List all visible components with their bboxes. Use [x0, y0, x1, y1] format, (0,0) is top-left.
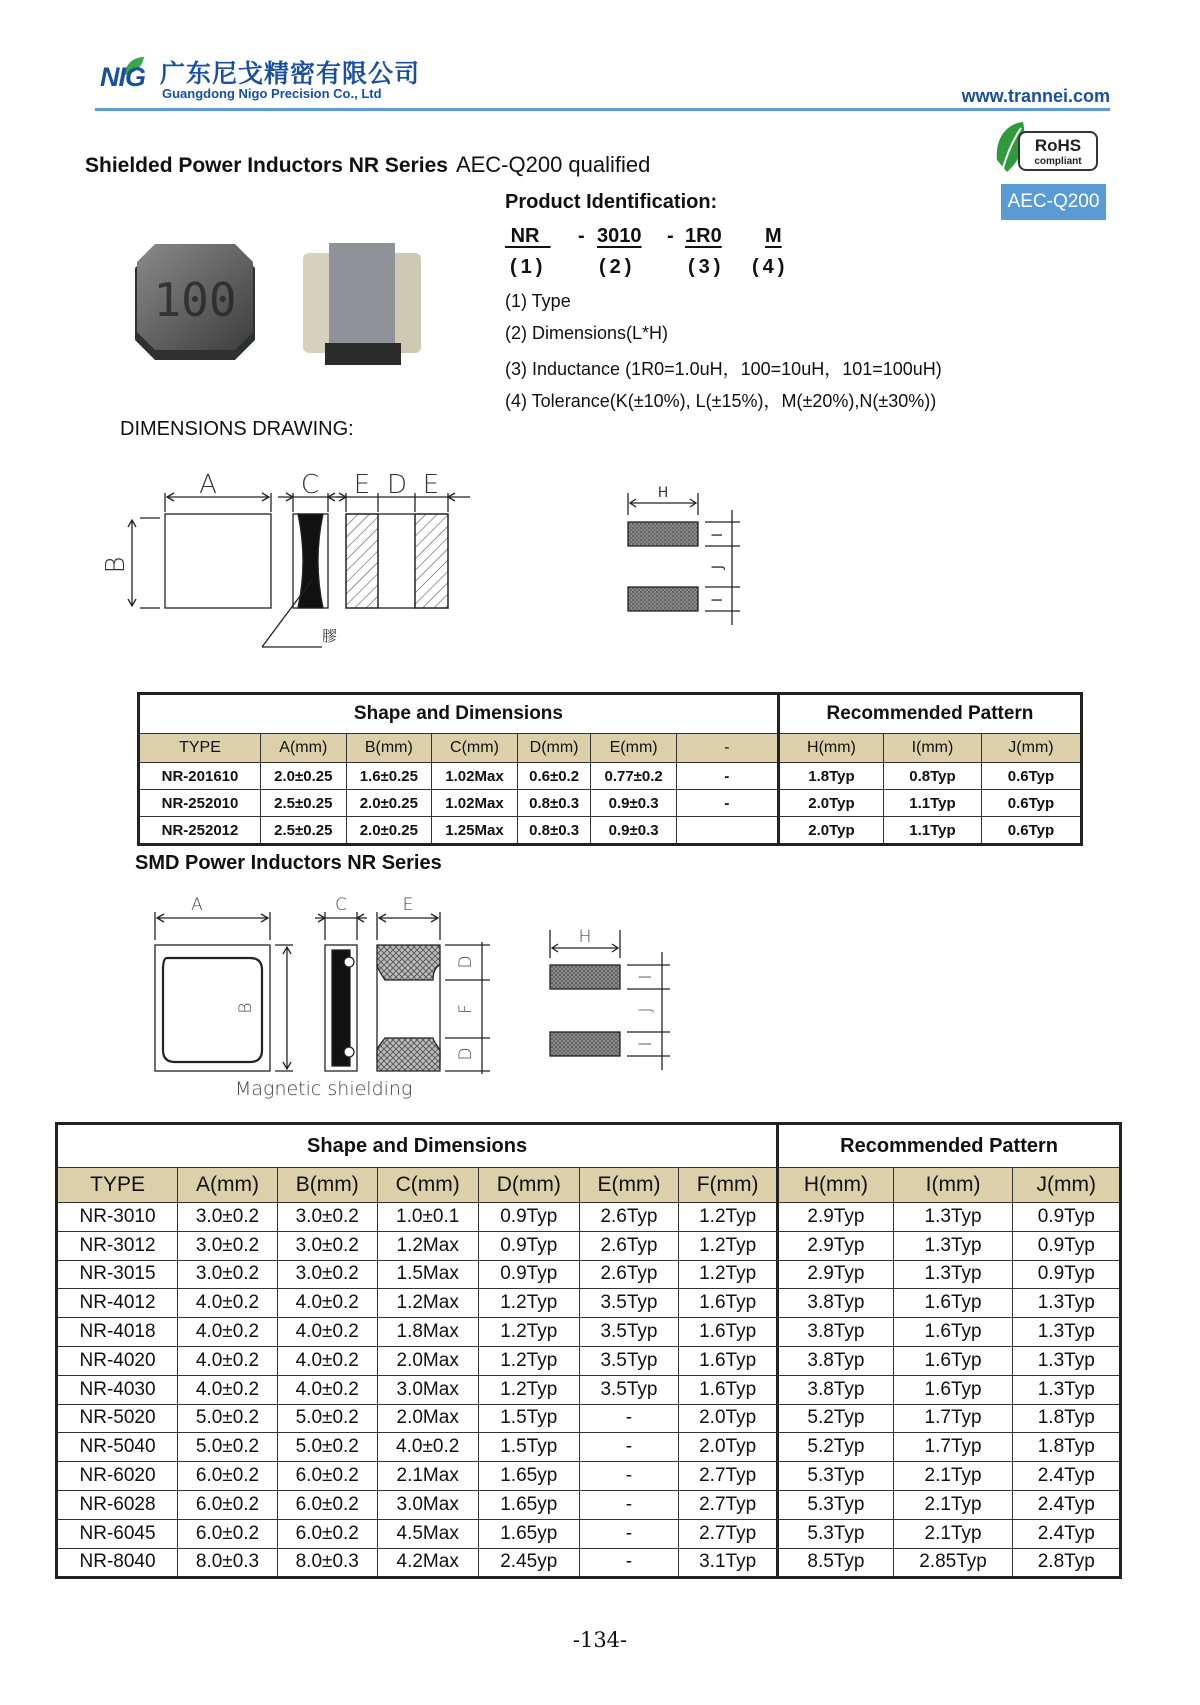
code-type: NR — [510, 225, 540, 247]
dim2-label-f: F — [456, 1004, 476, 1014]
dim2-label-i: I — [636, 1041, 656, 1047]
table-cell: 0.9Typ — [1013, 1203, 1121, 1232]
code-number: (2) — [599, 256, 636, 278]
dim-label-e: E — [353, 470, 371, 500]
table-cell: 5.0±0.2 — [178, 1433, 278, 1462]
column-header: F(mm) — [679, 1168, 778, 1203]
table-cell: 2.5±0.25 — [261, 790, 347, 817]
dim2-label-a: A — [191, 895, 203, 915]
table-cell: 1.5Max — [377, 1260, 478, 1289]
table-cell: 1.65yp — [478, 1490, 579, 1519]
smd-section-title: SMD Power Inductors NR Series — [135, 852, 442, 874]
table-row — [57, 1231, 1121, 1260]
table-cell: NR-3010 — [57, 1203, 178, 1232]
table-row — [57, 1203, 1121, 1232]
table-row — [57, 1346, 1121, 1375]
table-cell: 6.0±0.2 — [277, 1519, 377, 1548]
dimensions-drawing-title: DIMENSIONS DRAWING: — [120, 418, 354, 440]
table-row — [139, 817, 1082, 845]
table-row — [57, 1375, 1121, 1404]
table-cell: 4.0±0.2 — [377, 1433, 478, 1462]
rohs-badge — [993, 120, 1101, 176]
page-number: -134- — [572, 1628, 628, 1652]
column-header: J(mm) — [981, 734, 1081, 763]
column-header: D(mm) — [478, 1168, 579, 1203]
table-cell: NR-4012 — [57, 1289, 178, 1318]
table-cell: 1.25Max — [432, 817, 518, 845]
product-photo-side — [295, 243, 430, 368]
table-cell: 2.1Typ — [893, 1519, 1013, 1548]
column-header: I(mm) — [893, 1168, 1013, 1203]
table-cell: 3.8Typ — [778, 1318, 894, 1347]
table-cell: 0.9Typ — [1013, 1260, 1121, 1289]
table-cell: 5.3Typ — [778, 1490, 894, 1519]
table-cell: NR-3015 — [57, 1260, 178, 1289]
product-identification-title: Product Identification: — [505, 191, 718, 213]
code-dimensions: 3010 — [597, 225, 642, 247]
table-cell: 4.0±0.2 — [277, 1346, 377, 1375]
table-row — [57, 1289, 1121, 1318]
table-cell: 1.6Typ — [893, 1375, 1013, 1404]
table-cell: 1.6Typ — [679, 1318, 778, 1347]
table-cell: 0.6Typ — [981, 763, 1081, 790]
table-cell: 2.4Typ — [1013, 1462, 1121, 1491]
column-header: H(mm) — [778, 1168, 894, 1203]
product-photo-top — [125, 240, 265, 365]
table-cell: 2.1Typ — [893, 1490, 1013, 1519]
table-cell: 0.8±0.3 — [517, 817, 591, 845]
table-cell: - — [579, 1404, 678, 1433]
table-cell: 3.5Typ — [579, 1346, 678, 1375]
table-cell: - — [579, 1490, 678, 1519]
table-cell: 2.9Typ — [778, 1231, 894, 1260]
dim2-label-c: C — [335, 895, 347, 915]
table-cell: 1.1Typ — [884, 790, 982, 817]
table-cell: 1.3Typ — [893, 1203, 1013, 1232]
website-link[interactable]: www.trannei.com — [961, 86, 1110, 106]
column-header: H(mm) — [778, 734, 883, 763]
column-header: C(mm) — [432, 734, 518, 763]
inductor-marking: 100 — [153, 273, 237, 327]
dim2-label-d: D — [456, 1047, 476, 1061]
table-cell: 0.9Typ — [478, 1203, 579, 1232]
table-cell: 0.6Typ — [981, 790, 1081, 817]
table-cell: - — [579, 1548, 678, 1578]
table-cell: 3.0±0.2 — [178, 1260, 278, 1289]
table-cell: 3.0Max — [377, 1490, 478, 1519]
table-cell: NR-4030 — [57, 1375, 178, 1404]
code-number: (3) — [688, 256, 725, 278]
table-cell: 1.3Typ — [893, 1231, 1013, 1260]
rohs-sublabel: compliant — [1034, 156, 1082, 167]
table-cell: NR-5020 — [57, 1404, 178, 1433]
dim2-label-h: H — [578, 927, 592, 947]
table-row — [57, 1404, 1121, 1433]
table-cell: 0.8±0.3 — [517, 790, 591, 817]
table-cell: 5.3Typ — [778, 1519, 894, 1548]
dimensions-table-small — [137, 692, 1083, 846]
table-cell: 4.2Max — [377, 1548, 478, 1578]
dim-label-c: C — [300, 470, 320, 500]
table-cell: 3.5Typ — [579, 1375, 678, 1404]
table-cell: 2.6Typ — [579, 1203, 678, 1232]
table-cell: 1.2Typ — [478, 1318, 579, 1347]
table-cell: 3.8Typ — [778, 1346, 894, 1375]
table-cell: 2.4Typ — [1013, 1490, 1121, 1519]
table-cell: 1.6Typ — [893, 1346, 1013, 1375]
table-cell: 2.0Typ — [679, 1404, 778, 1433]
table-cell: 4.0±0.2 — [277, 1289, 377, 1318]
company-name-en: Guangdong Nigo Precision Co., Ltd — [162, 86, 382, 101]
table-group-shape: Shape and Dimensions — [139, 694, 779, 734]
table-cell: 4.0±0.2 — [178, 1346, 278, 1375]
table-cell: NR-6045 — [57, 1519, 178, 1548]
table-cell: 2.7Typ — [679, 1462, 778, 1491]
table-cell: 1.65yp — [478, 1519, 579, 1548]
table-cell: 2.0Max — [377, 1404, 478, 1433]
table-cell: 2.5±0.25 — [261, 817, 347, 845]
dim-label-j: J — [710, 564, 726, 570]
table-cell: 0.6Typ — [981, 817, 1081, 845]
dim2-label-d: D — [456, 955, 476, 969]
table-cell: 1.3Typ — [1013, 1318, 1121, 1347]
table-cell: 2.45yp — [478, 1548, 579, 1578]
table-cell: 3.8Typ — [778, 1289, 894, 1318]
table-row — [139, 790, 1082, 817]
table-cell: NR-6020 — [57, 1462, 178, 1491]
table-cell: 4.0±0.2 — [277, 1375, 377, 1404]
table-cell: 4.0±0.2 — [178, 1289, 278, 1318]
code-tolerance: M — [765, 225, 782, 247]
rohs-label: RoHS — [1034, 136, 1082, 155]
column-header: D(mm) — [517, 734, 591, 763]
table-row — [57, 1462, 1121, 1491]
table-row — [57, 1318, 1121, 1347]
table-cell: 2.1Max — [377, 1462, 478, 1491]
table-cell: 1.3Typ — [1013, 1346, 1121, 1375]
column-header: I(mm) — [884, 734, 982, 763]
table-cell: 5.0±0.2 — [178, 1404, 278, 1433]
table-cell: 1.2Typ — [478, 1289, 579, 1318]
table-cell: 8.0±0.3 — [178, 1548, 278, 1578]
magnetic-shielding-label: Magnetic shielding — [235, 1078, 413, 1100]
table-cell: 1.8Max — [377, 1318, 478, 1347]
aec-q200-badge: AEC-Q200 — [1001, 184, 1106, 220]
definition-dimensions: (2) Dimensions(L*H) — [505, 323, 669, 343]
definition-tolerance: (4) Tolerance(K(±10%), L(±15%)，M(±20%),N(±30%)) — [505, 391, 937, 411]
table-cell: NR-4020 — [57, 1346, 178, 1375]
table-cell: 1.6Typ — [679, 1289, 778, 1318]
table-cell: 1.5Typ — [478, 1433, 579, 1462]
table-cell: 1.2Typ — [679, 1203, 778, 1232]
table-cell: 1.6Typ — [893, 1289, 1013, 1318]
company-name-cn: 广东尼戈精密有限公司 — [160, 59, 421, 88]
table-cell: 6.0±0.2 — [178, 1519, 278, 1548]
table-header-row — [139, 734, 1082, 763]
definition-inductance: (3) Inductance (1R0=1.0uH，100=10uH，101=100uH) — [505, 359, 942, 379]
table-cell: 2.0Typ — [679, 1433, 778, 1462]
table-cell: 1.6±0.25 — [346, 763, 432, 790]
table-cell: 1.8Typ — [1013, 1433, 1121, 1462]
table-row — [57, 1548, 1121, 1578]
dim-label-i: I — [710, 597, 726, 603]
table-cell: 2.85Typ — [893, 1548, 1013, 1578]
table-cell: 1.6Typ — [893, 1318, 1013, 1347]
table-cell: NR-4018 — [57, 1318, 178, 1347]
table-cell: 5.0±0.2 — [277, 1404, 377, 1433]
dim-label-e: E — [422, 470, 440, 500]
table-cell: 2.9Typ — [778, 1260, 894, 1289]
table-cell: 3.0±0.2 — [178, 1231, 278, 1260]
table-cell: 1.6Typ — [679, 1346, 778, 1375]
code-separator: - — [578, 225, 585, 247]
table-cell: 3.0±0.2 — [178, 1203, 278, 1232]
table-cell: 1.3Typ — [1013, 1289, 1121, 1318]
table-cell: 1.3Typ — [893, 1260, 1013, 1289]
table-cell: 6.0±0.2 — [277, 1490, 377, 1519]
table-cell: 5.3Typ — [778, 1462, 894, 1491]
table-cell: 1.0±0.1 — [377, 1203, 478, 1232]
table-cell: 3.0±0.2 — [277, 1203, 377, 1232]
table-cell: 0.9Typ — [478, 1260, 579, 1289]
table-cell: 3.0Max — [377, 1375, 478, 1404]
table-cell: 0.9±0.3 — [591, 790, 677, 817]
column-header: J(mm) — [1013, 1168, 1121, 1203]
table-cell: 2.0Typ — [778, 817, 883, 845]
table-cell — [676, 817, 778, 845]
table-row — [57, 1490, 1121, 1519]
table-cell: 5.2Typ — [778, 1433, 894, 1462]
table-cell: 1.6Typ — [679, 1375, 778, 1404]
table-cell: 1.2Typ — [478, 1346, 579, 1375]
table-cell: 1.02Max — [432, 790, 518, 817]
table-cell: 2.9Typ — [778, 1203, 894, 1232]
dim2-label-e: E — [402, 895, 414, 915]
table-cell: 2.7Typ — [679, 1490, 778, 1519]
table-cell: 0.9±0.3 — [591, 817, 677, 845]
table-cell: 1.2Max — [377, 1289, 478, 1318]
table-cell: - — [676, 763, 778, 790]
table-cell: 3.1Typ — [679, 1548, 778, 1578]
glue-label: 膠 — [322, 627, 338, 645]
table-cell: NR-6028 — [57, 1490, 178, 1519]
column-header: TYPE — [57, 1168, 178, 1203]
column-header: E(mm) — [579, 1168, 678, 1203]
dimensions-drawing-1 — [100, 455, 740, 665]
column-header: - — [676, 734, 778, 763]
table-cell: 1.65yp — [478, 1462, 579, 1491]
table-cell: 2.6Typ — [579, 1231, 678, 1260]
column-header: B(mm) — [277, 1168, 377, 1203]
table-cell: 4.0±0.2 — [277, 1318, 377, 1347]
table-cell: 2.0Max — [377, 1346, 478, 1375]
table-cell: 1.8Typ — [1013, 1404, 1121, 1433]
table-cell: 1.2Typ — [478, 1375, 579, 1404]
table-cell: NR-8040 — [57, 1548, 178, 1578]
code-separator: - — [667, 225, 674, 247]
table-row — [57, 1260, 1121, 1289]
header-divider — [95, 108, 1110, 111]
column-header: B(mm) — [346, 734, 432, 763]
table-cell: 3.0±0.2 — [277, 1260, 377, 1289]
table-group-shape: Shape and Dimensions — [57, 1124, 778, 1168]
table-cell: 1.7Typ — [893, 1433, 1013, 1462]
table-cell: 3.0±0.2 — [277, 1231, 377, 1260]
dim-label-b: B — [101, 556, 131, 574]
dim2-label-i: I — [636, 974, 656, 980]
company-logo: NIG — [100, 62, 146, 92]
table-cell: 1.1Typ — [884, 817, 982, 845]
table-cell: 2.6Typ — [579, 1260, 678, 1289]
dim-label-d: D — [386, 470, 408, 500]
table-cell: NR-252010 — [139, 790, 261, 817]
table-cell: 6.0±0.2 — [178, 1490, 278, 1519]
table-cell: 2.4Typ — [1013, 1519, 1121, 1548]
column-header: A(mm) — [178, 1168, 278, 1203]
table-cell: NR-5040 — [57, 1433, 178, 1462]
table-cell: 6.0±0.2 — [178, 1462, 278, 1491]
table-cell: 8.5Typ — [778, 1548, 894, 1578]
dimensions-table-main — [55, 1122, 1122, 1579]
table-cell: 5.2Typ — [778, 1404, 894, 1433]
table-cell: NR-3012 — [57, 1231, 178, 1260]
table-header-row — [57, 1168, 1121, 1203]
table-cell: 1.2Max — [377, 1231, 478, 1260]
table-cell: 1.8Typ — [778, 763, 883, 790]
table-cell: 1.5Typ — [478, 1404, 579, 1433]
table-row — [139, 763, 1082, 790]
column-header: C(mm) — [377, 1168, 478, 1203]
code-inductance: 1R0 — [685, 225, 722, 247]
table-cell: 4.0±0.2 — [178, 1318, 278, 1347]
table-cell: 5.0±0.2 — [277, 1433, 377, 1462]
table-row — [57, 1519, 1121, 1548]
table-cell: 2.0±0.25 — [346, 817, 432, 845]
table-cell: NR-252012 — [139, 817, 261, 845]
table-cell: 2.8Typ — [1013, 1548, 1121, 1578]
dim-label-h: H — [657, 485, 669, 501]
table-cell: 4.0±0.2 — [178, 1375, 278, 1404]
table-cell: NR-201610 — [139, 763, 261, 790]
table-cell: 8.0±0.3 — [277, 1548, 377, 1578]
table-cell: 2.1Typ — [893, 1462, 1013, 1491]
code-number: (1) — [510, 256, 547, 278]
table-group-pattern: Recommended Pattern — [778, 694, 1081, 734]
page-title — [85, 152, 650, 178]
table-cell: 1.3Typ — [1013, 1375, 1121, 1404]
dim2-label-j: J — [636, 1007, 656, 1013]
series-title: Shielded Power Inductors NR Series — [85, 154, 448, 177]
table-cell: - — [676, 790, 778, 817]
code-number: (4) — [752, 256, 789, 278]
qualification-text: AEC-Q200 qualified — [455, 152, 651, 177]
table-cell: 0.9Typ — [478, 1231, 579, 1260]
definition-type: (1) Type — [505, 291, 571, 311]
column-header: TYPE — [139, 734, 261, 763]
dim-label-a: A — [199, 470, 217, 500]
table-cell: 0.77±0.2 — [591, 763, 677, 790]
table-cell: 1.2Typ — [679, 1260, 778, 1289]
table-cell: 0.9Typ — [1013, 1231, 1121, 1260]
column-header: A(mm) — [261, 734, 347, 763]
table-cell: 2.7Typ — [679, 1519, 778, 1548]
table-cell: 1.2Typ — [679, 1231, 778, 1260]
table-group-pattern: Recommended Pattern — [778, 1124, 1121, 1168]
dim-label-i: I — [710, 532, 726, 538]
table-cell: 3.8Typ — [778, 1375, 894, 1404]
dim2-label-b: B — [236, 1002, 256, 1014]
table-cell: - — [579, 1433, 678, 1462]
table-row — [57, 1433, 1121, 1462]
table-cell: 1.7Typ — [893, 1404, 1013, 1433]
table-cell: 2.0Typ — [778, 790, 883, 817]
table-cell: 0.8Typ — [884, 763, 982, 790]
table-cell: 3.5Typ — [579, 1318, 678, 1347]
dimensions-drawing-2 — [135, 890, 735, 1100]
table-cell: 2.0±0.25 — [261, 763, 347, 790]
table-cell: - — [579, 1462, 678, 1491]
table-cell: 2.0±0.25 — [346, 790, 432, 817]
table-cell: 0.6±0.2 — [517, 763, 591, 790]
table-cell: 3.5Typ — [579, 1289, 678, 1318]
table-cell: 1.02Max — [432, 763, 518, 790]
column-header: E(mm) — [591, 734, 677, 763]
table-cell: - — [579, 1519, 678, 1548]
table-cell: 4.5Max — [377, 1519, 478, 1548]
table-cell: 6.0±0.2 — [277, 1462, 377, 1491]
